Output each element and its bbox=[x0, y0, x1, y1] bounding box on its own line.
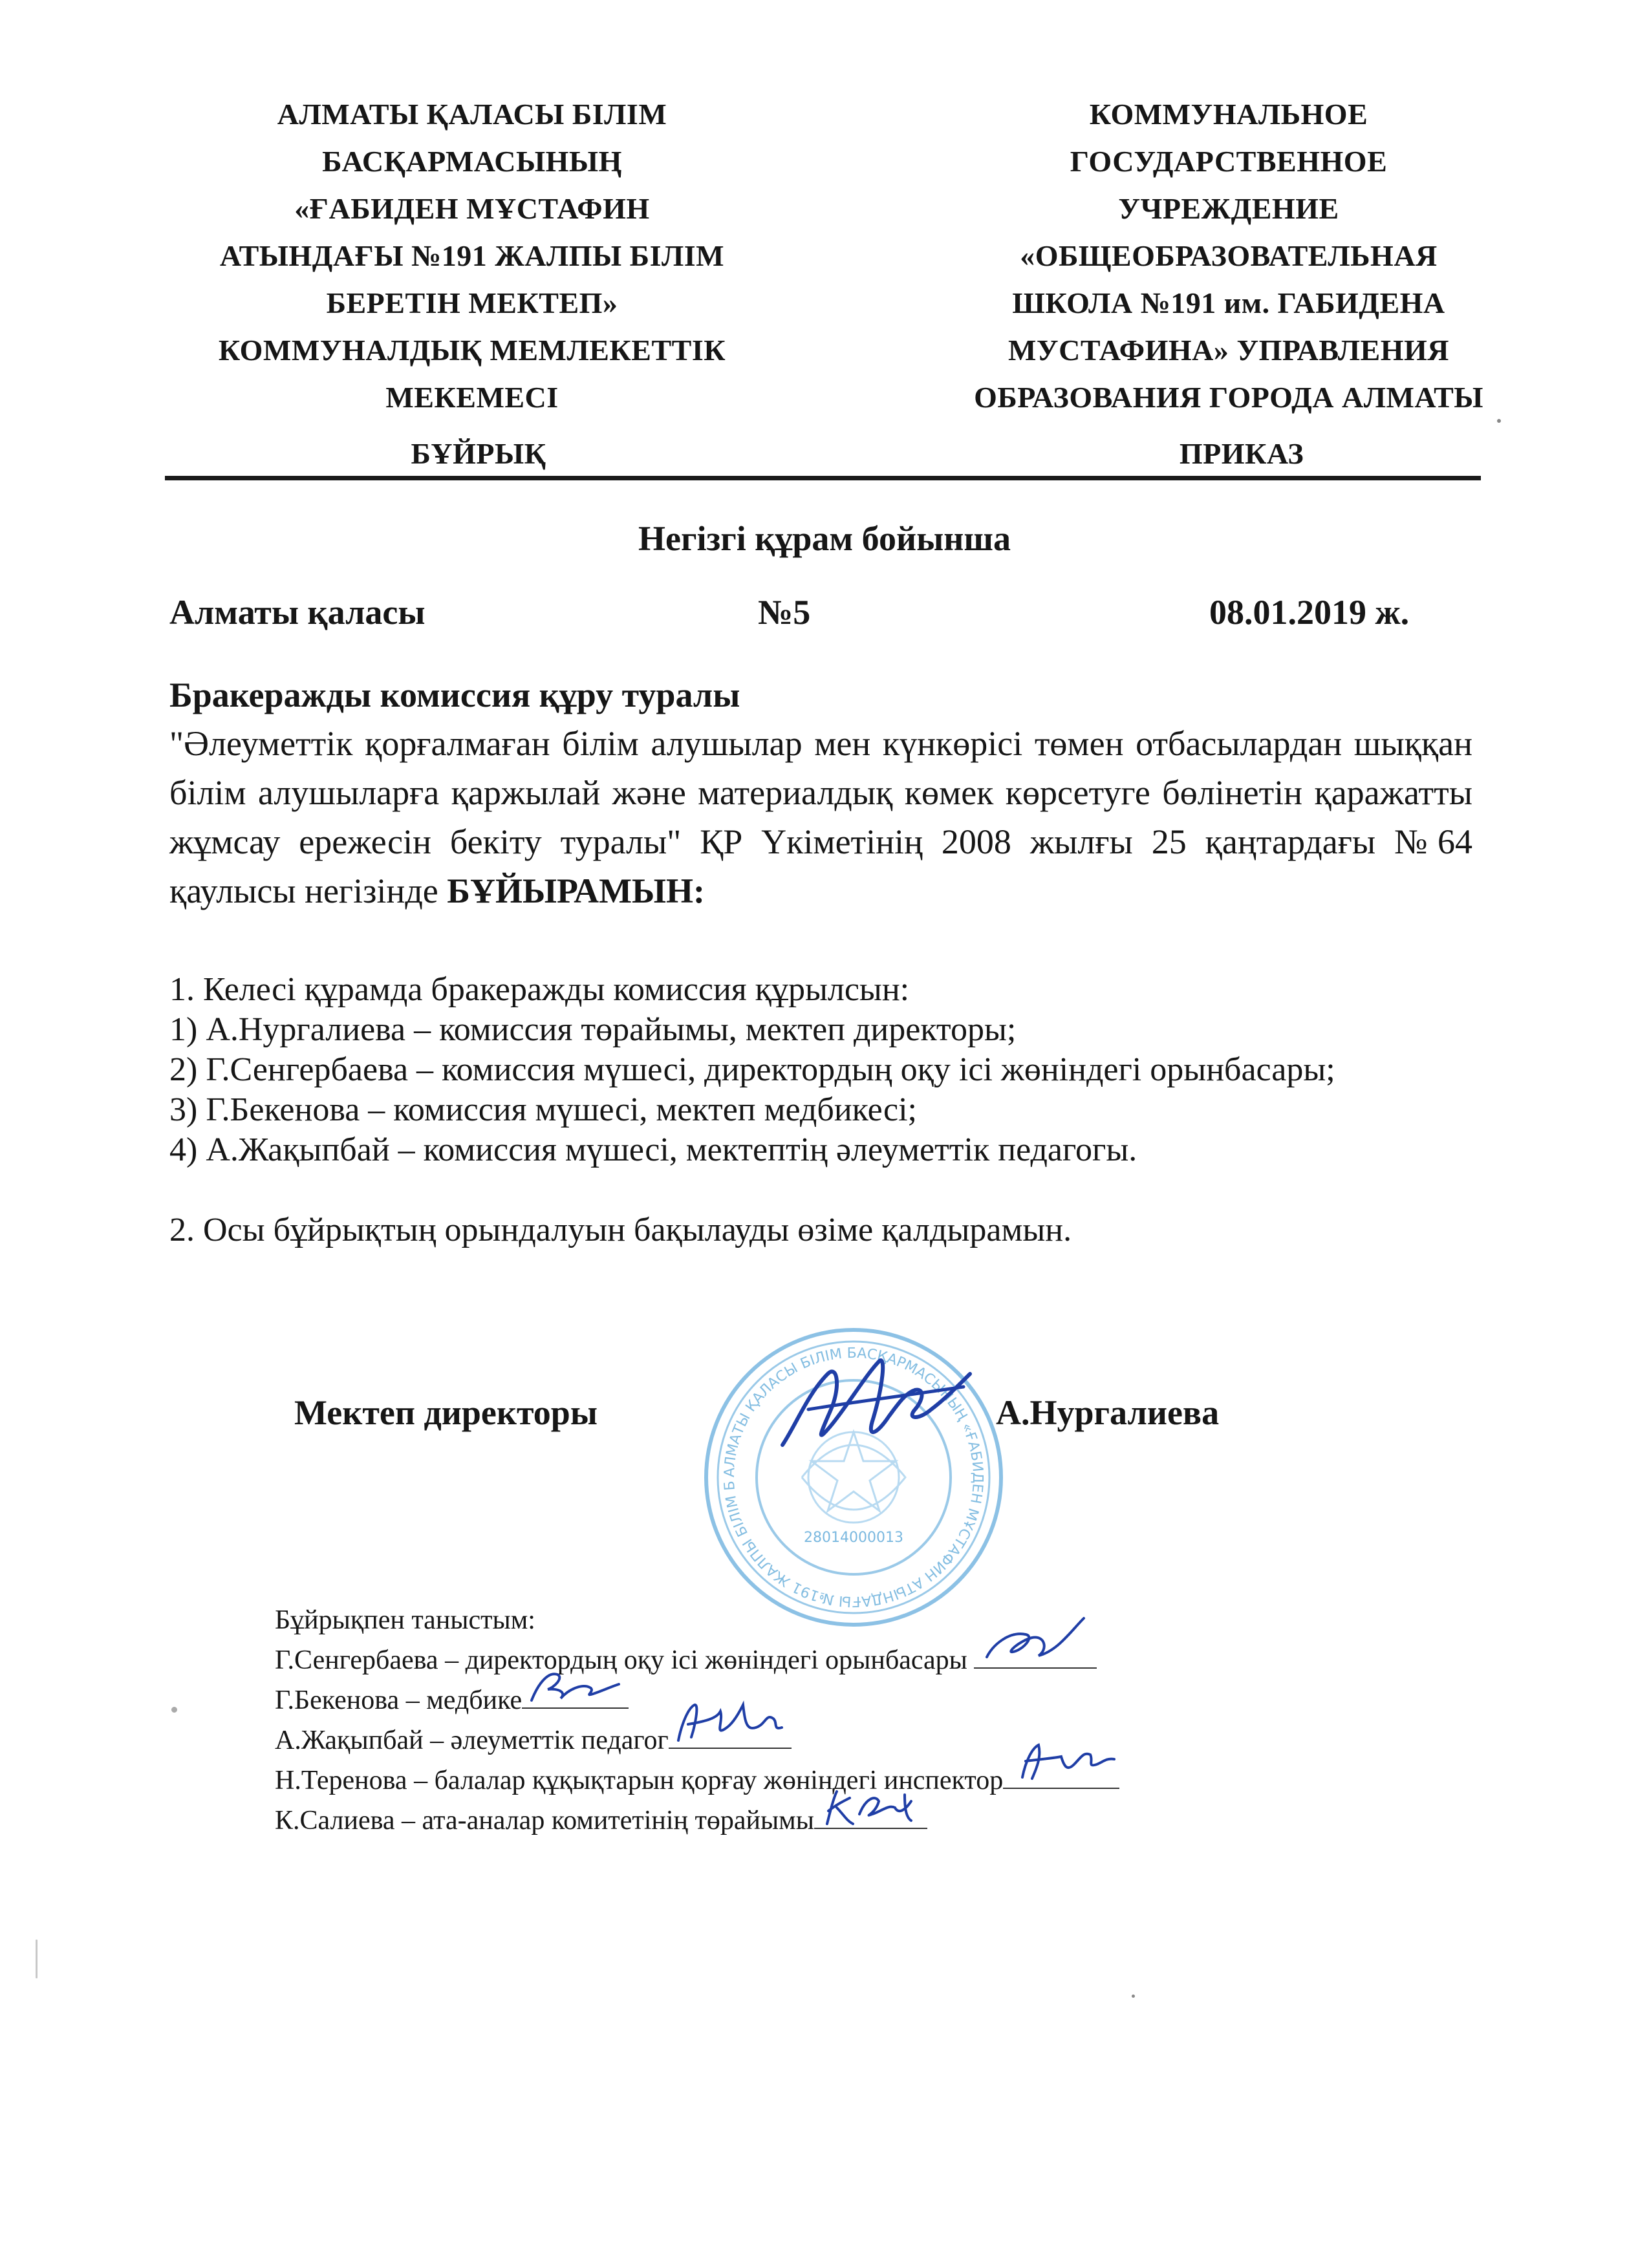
header-ru-line: ОБРАЗОВАНИЯ ГОРОДА АЛМАТЫ bbox=[974, 381, 1483, 414]
ack-signature-line bbox=[814, 1803, 927, 1829]
handwritten-signature-icon bbox=[1003, 1732, 1119, 1790]
ack-row-text: Г.Бекенова – медбике bbox=[275, 1685, 523, 1715]
ack-heading: Бұйрықпен таныстым: bbox=[275, 1605, 535, 1635]
scan-speck bbox=[36, 1940, 38, 1978]
handwritten-signature-icon bbox=[522, 1658, 629, 1710]
header-ru-line: ШКОЛА №191 им. ГАБИДЕНА bbox=[1012, 286, 1445, 319]
header-ru-line: УЧРЕЖДЕНИЕ bbox=[1118, 192, 1339, 225]
ack-signature-line bbox=[974, 1643, 1097, 1669]
ack-signature-line bbox=[669, 1723, 792, 1749]
stamp-bin: 28014000013 bbox=[804, 1530, 903, 1546]
header-kz-line: АТЫНДАҒЫ №191 ЖАЛПЫ БІЛІМ bbox=[219, 239, 725, 272]
preamble-emphasis: БҰЙЫРАМЫН: bbox=[447, 872, 706, 910]
header-divider bbox=[165, 476, 1481, 480]
header-ru-line: ГОСУДАРСТВЕННОЕ bbox=[1070, 145, 1388, 178]
member-line: 1) А.Нургалиева – комиссия төрайымы, мектеп директоры; bbox=[169, 1011, 1017, 1048]
member-line: 2) Г.Сенгербаева – комиссия мүшесі, директордың оқу ісі жөніндегі орынбасары; bbox=[169, 1051, 1335, 1088]
preamble-text: "Әлеуметтік қорғалмаған білім алушылар мен күнкөрісі төмен отбасылардан шыққан білім алушыларға қаржылай және материалдық көмек көрсетуге бөлінетін қаражатты жұмсау ережесін бекіту туралы" ҚР Үкіметінің 2008 жылғы 25 қаңтардағы №64 қаулысы негізінде bbox=[169, 724, 1472, 910]
ack-row bbox=[275, 1760, 1119, 1801]
header-kz-line: КОММУНАЛДЫҚ МЕМЛЕКЕТТІК bbox=[218, 334, 726, 367]
header-ru-line: МУСТАФИНА» УПРАВЛЕНИЯ bbox=[1008, 334, 1450, 367]
scan-speck bbox=[1132, 1995, 1135, 1998]
stamp-ring-text: АЛМАТЫ ҚАЛАСЫ БІЛІМ БАСҚАРМАСЫНЫҢ «ҒАБИДЕН МҰСТАФИН АТЫНДАҒЫ №191 ЖАЛПЫ БІЛІМ Б bbox=[721, 1345, 986, 1610]
header-kz-line: АЛМАТЫ ҚАЛАСЫ БІЛІМ bbox=[277, 98, 667, 131]
acknowledgement-block bbox=[275, 1600, 1119, 1841]
ack-row-text: Н.Теренова – балалар құқықтарын қорғау жөніндегі инспектор bbox=[275, 1766, 1004, 1795]
order-city: Алматы қаласы bbox=[169, 593, 426, 632]
order-subtitle: Негізгі құрам бойынша bbox=[638, 519, 1011, 558]
doc-type-ru: ПРИКАЗ bbox=[1179, 437, 1304, 470]
header-kz-line: БЕРЕТІН МЕКТЕП» bbox=[326, 286, 618, 319]
order-number: №5 bbox=[758, 593, 811, 632]
header-kz-institution bbox=[162, 91, 782, 421]
ack-row-text: А.Жақыпбай – әлеуметтік педагог bbox=[275, 1726, 669, 1755]
signature-role: Мектеп директоры bbox=[294, 1393, 598, 1432]
ack-row bbox=[275, 1801, 1119, 1841]
handwritten-signature-icon bbox=[669, 1692, 792, 1750]
scan-speck bbox=[171, 1707, 177, 1713]
ack-row bbox=[275, 1640, 1119, 1680]
ack-signature-line bbox=[522, 1683, 629, 1709]
ack-row-text: Г.Сенгербаева – директордың оқу ісі жөніндегі орынбасары bbox=[275, 1645, 975, 1675]
header-ru-line: КОММУНАЛЬНОЕ bbox=[1089, 98, 1368, 131]
director-signature bbox=[770, 1348, 983, 1468]
header-ru-institution bbox=[905, 91, 1552, 421]
ack-signature-line bbox=[1003, 1763, 1119, 1789]
ack-row bbox=[275, 1720, 1119, 1760]
handwritten-signature-icon bbox=[974, 1612, 1097, 1670]
signature-name: А.Нургалиева bbox=[996, 1393, 1220, 1432]
member-line: 3) Г.Бекенова – комиссия мүшесі, мектеп медбикесі; bbox=[169, 1091, 917, 1128]
order-date: 08.01.2019 ж. bbox=[1209, 593, 1410, 632]
header-kz-line: БАСҚАРМАСЫНЫҢ bbox=[322, 145, 622, 178]
order-title: Бракеражды комиссия құру туралы bbox=[169, 676, 740, 714]
doc-type-kz: БҰЙРЫҚ bbox=[411, 437, 546, 470]
ack-row-text: К.Салиева – ата-аналар комитетінің төрайымы bbox=[275, 1806, 814, 1835]
header-kz-line: «ҒАБИДЕН МҰСТАФИН bbox=[294, 192, 650, 225]
header-ru-line: «ОБЩЕОБРАЗОВАТЕЛЬНАЯ bbox=[1020, 239, 1438, 272]
order-items bbox=[169, 970, 1335, 1250]
preamble-paragraph bbox=[169, 719, 1472, 915]
member-line: 4) А.Жақыпбай – комиссия мүшесі, мектептің әлеуметтік педагогы. bbox=[169, 1131, 1137, 1168]
item-1-intro: 1. Келесі құрамда бракеражды комиссия құрылсын: bbox=[169, 971, 910, 1008]
item-2: 2. Осы бұйрықтың орындалуын бақылауды өзіме қалдырамын. bbox=[169, 1212, 1072, 1248]
handwritten-signature-icon bbox=[770, 1348, 983, 1464]
scan-speck bbox=[1497, 419, 1501, 423]
handwritten-signature-icon bbox=[814, 1779, 927, 1830]
header-kz-line: МЕКЕМЕСІ bbox=[385, 381, 559, 414]
